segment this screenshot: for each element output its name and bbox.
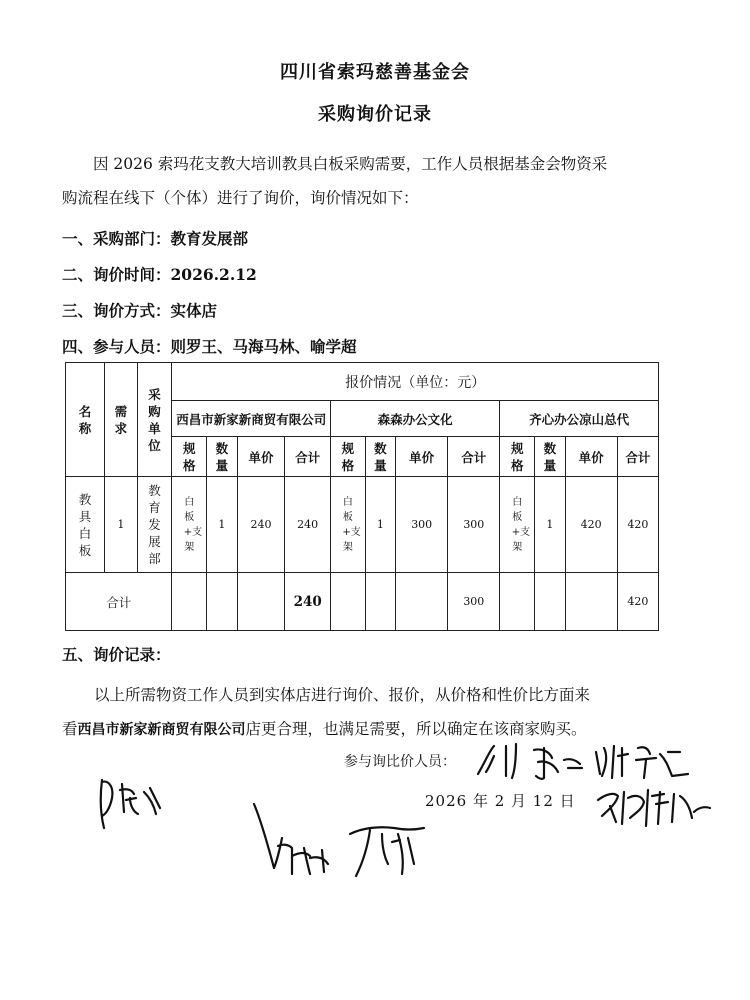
- cell-total: 300: [448, 477, 500, 573]
- header-name: 名称: [66, 363, 105, 477]
- total-vendor-1: 240: [285, 573, 331, 631]
- participants-label: 参与询比价人员：: [344, 754, 456, 770]
- cell-total: 240: [285, 477, 331, 573]
- cell-spec: 白板+支架: [500, 477, 535, 573]
- sub-total: 合计: [285, 437, 331, 477]
- quote-table: [65, 362, 659, 631]
- cell-qty: 1: [207, 477, 237, 573]
- sign-date: 2026 年 2 月 12 日: [425, 792, 576, 810]
- sub-total: 合计: [617, 437, 658, 477]
- cell-price: 240: [237, 477, 285, 573]
- section-participants: 四、参与人员：则罗王、马海马林、喻学超: [62, 337, 357, 356]
- total-vendor-2: 300: [448, 573, 500, 631]
- sub-spec: 规格: [500, 437, 535, 477]
- vendor-2: 森森办公文化: [330, 401, 499, 437]
- doc-subtitle: 采购询价记录: [318, 104, 432, 125]
- section-record: 五、询价记录：: [62, 645, 171, 664]
- signature-3-image: [594, 782, 716, 830]
- sub-qty: 数量: [365, 437, 395, 477]
- sub-qty: 数量: [535, 437, 565, 477]
- intro-line-1: 因 2026 索玛花支教大培训教具白板采购需要，工作人员根据基金会物资采: [93, 155, 608, 173]
- section-inquiry-time: 二、询价时间：2026.2.12: [62, 265, 257, 284]
- cell-price: 300: [396, 477, 448, 573]
- cell-total: 420: [617, 477, 658, 573]
- header-quote: 报价情况（单位：元）: [172, 363, 659, 401]
- signature-5-image: [248, 798, 348, 880]
- vendor-3: 齐心办公凉山总代: [500, 401, 659, 437]
- record-line-1: 以上所需物资工作人员到实体店进行询价、报价，从价格和性价比方面来: [94, 686, 591, 704]
- signature-6-image: [342, 804, 432, 880]
- cell-qty: 1: [535, 477, 565, 573]
- cell-price: 420: [565, 477, 617, 573]
- sub-qty: 数量: [207, 437, 237, 477]
- org-title: 四川省索玛慈善基金会: [280, 62, 470, 83]
- cell-dept: 教育发展部: [137, 477, 172, 573]
- sub-price: 单价: [396, 437, 448, 477]
- sub-spec: 规格: [330, 437, 365, 477]
- section-inquiry-method: 三、询价方式：实体店: [62, 301, 218, 320]
- signature-1-image: [472, 738, 607, 784]
- selected-shop: 西昌市新家新商贸有限公司: [77, 722, 246, 738]
- signature-4-image: [90, 768, 170, 836]
- header-need: 需求: [105, 363, 138, 477]
- record-line-2: 看西昌市新家新商贸有限公司店更合理，也满足需要，所以确定在该商家购买。: [62, 720, 587, 738]
- header-dept: 采购单位: [137, 363, 172, 477]
- cell-qty: 1: [365, 477, 395, 573]
- vendor-1: 西昌市新家新商贸有限公司: [172, 401, 331, 437]
- sub-spec: 规格: [172, 437, 207, 477]
- section-department: 一、采购部门：教育发展部: [62, 229, 249, 248]
- sub-price: 单价: [565, 437, 617, 477]
- cell-item-name: 教具白板: [66, 477, 105, 573]
- table-total-row: [66, 573, 659, 631]
- table-row: [66, 477, 659, 573]
- total-label: 合计: [66, 573, 172, 631]
- sub-total: 合计: [448, 437, 500, 477]
- cell-need: 1: [105, 477, 138, 573]
- cell-spec: 白板+支架: [330, 477, 365, 573]
- total-vendor-3: 420: [617, 573, 658, 631]
- sub-price: 单价: [237, 437, 285, 477]
- intro-line-2: 购流程在线下（个体）进行了询价，询价情况如下：: [62, 189, 419, 207]
- cell-spec: 白板+支架: [172, 477, 207, 573]
- signature-2-image: [588, 738, 698, 782]
